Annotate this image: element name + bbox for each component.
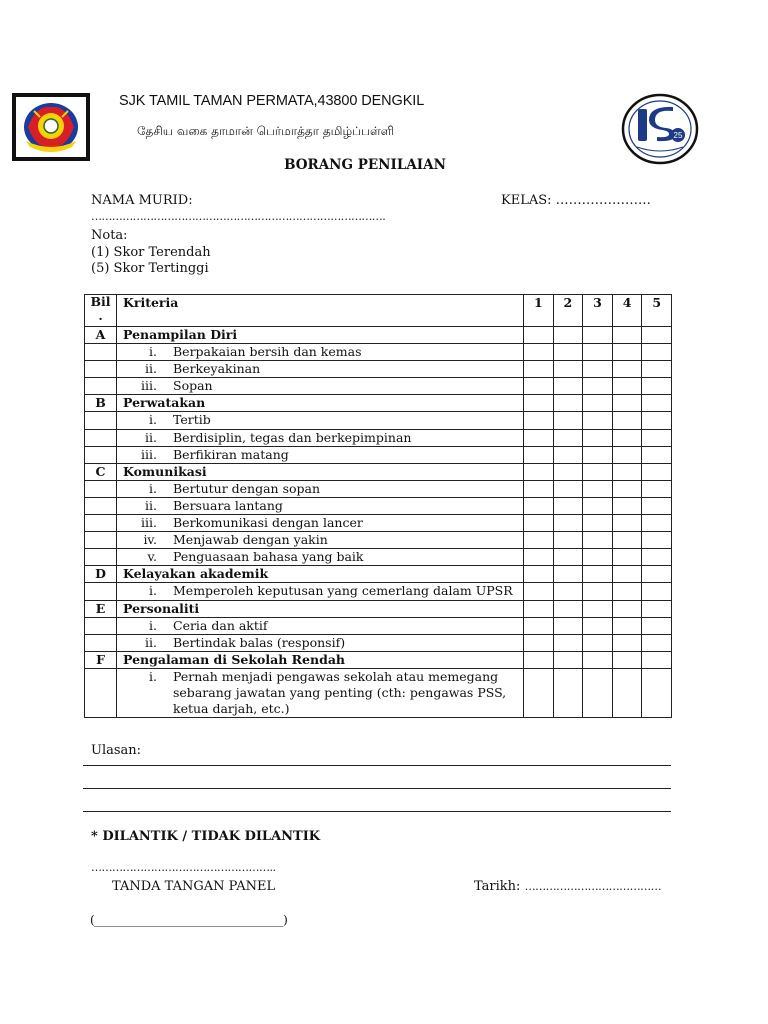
ulasan-line[interactable] (83, 811, 671, 812)
score-cell-2 (553, 566, 583, 583)
score-cell-2[interactable] (553, 412, 583, 429)
item-number: i. (149, 617, 157, 633)
item-number: i. (149, 480, 157, 496)
criteria-row (85, 497, 672, 514)
bil-cell (85, 668, 117, 717)
score-cell-3[interactable] (583, 634, 613, 651)
item-number: iii. (141, 378, 157, 394)
section-title: Pengalaman di Sekolah Rendah (117, 651, 524, 668)
score-cell-3[interactable] (583, 412, 613, 429)
school-crest-logo (12, 93, 90, 161)
note-lowest-score: (1) Skor Terendah (91, 244, 211, 260)
score-cell-1[interactable] (524, 668, 554, 717)
item-number: ii. (145, 361, 157, 377)
bil-cell (85, 361, 117, 378)
bil-cell (85, 549, 117, 566)
bil-cell (85, 532, 117, 549)
score-cell-1 (524, 327, 554, 344)
score-cell-1[interactable] (524, 446, 554, 463)
ulasan-line[interactable] (83, 788, 671, 789)
item-number: i. (149, 668, 157, 684)
bil-header (85, 295, 117, 327)
score-cell-4[interactable] (612, 412, 642, 429)
bil-cell: C (85, 463, 117, 480)
score-cell-1[interactable] (524, 344, 554, 361)
bil-cell: E (85, 600, 117, 617)
score-header-4: 4 (612, 295, 642, 327)
score-cell-3[interactable] (583, 429, 613, 446)
score-cell-5[interactable] (642, 378, 672, 395)
appointment-decision: * DILANTIK / TIDAK DILANTIK (91, 829, 321, 844)
criteria-cell (117, 497, 524, 514)
score-cell-2[interactable] (553, 583, 583, 600)
item-number: iv. (143, 532, 157, 548)
panel-name-brackets: (___________________________________) (90, 913, 288, 927)
criteria-row (85, 532, 672, 549)
score-cell-3[interactable] (583, 668, 613, 717)
note (91, 228, 211, 278)
score-cell-1[interactable] (524, 634, 554, 651)
section-row (85, 600, 672, 617)
score-cell-1[interactable] (524, 532, 554, 549)
score-cell-2 (553, 327, 583, 344)
score-cell-3[interactable] (583, 378, 613, 395)
student-name-line: …………………………………………………………………………. (91, 210, 386, 223)
score-cell-1 (524, 651, 554, 668)
section-row (85, 395, 672, 412)
item-text: Ceria dan aktif (173, 617, 268, 633)
section-row (85, 651, 672, 668)
item-text: Berfikiran matang (173, 446, 289, 462)
score-cell-3[interactable] (583, 549, 613, 566)
score-cell-1 (524, 463, 554, 480)
score-cell-1[interactable] (524, 583, 554, 600)
score-cell-2[interactable] (553, 480, 583, 497)
section-title: Kelayakan akademik (117, 566, 524, 583)
score-cell-4[interactable] (612, 549, 642, 566)
student-name-label: NAMA MURID: (91, 193, 193, 208)
score-cell-3[interactable] (583, 361, 613, 378)
item-number: ii. (145, 634, 157, 650)
item-text: Tertib (173, 412, 211, 428)
score-cell-3 (583, 463, 613, 480)
section-title: Personaliti (117, 600, 524, 617)
date-line: ………………………………… (524, 880, 662, 893)
criteria-cell (117, 412, 524, 429)
bil-cell (85, 617, 117, 634)
bil-cell (85, 429, 117, 446)
bil-cell: D (85, 566, 117, 583)
criteria-cell (117, 532, 524, 549)
score-cell-4[interactable] (612, 446, 642, 463)
criteria-cell (117, 378, 524, 395)
item-number: iii. (141, 446, 157, 462)
score-cell-5[interactable] (642, 497, 672, 514)
bil-header-dot: . (98, 308, 103, 323)
score-cell-2[interactable] (553, 532, 583, 549)
score-cell-2[interactable] (553, 446, 583, 463)
criteria-row (85, 446, 672, 463)
bil-cell (85, 497, 117, 514)
criteria-row (85, 668, 672, 717)
score-cell-2 (553, 395, 583, 412)
item-text: Bersuara lantang (173, 497, 283, 513)
item-text: Berkomunikasi dengan lancer (173, 515, 363, 531)
score-cell-1[interactable] (524, 412, 554, 429)
bil-cell (85, 480, 117, 497)
score-header-2: 2 (553, 295, 583, 327)
bil-cell (85, 344, 117, 361)
score-header-5: 5 (642, 295, 672, 327)
criteria-row (85, 634, 672, 651)
date-label: Tarikh: (474, 879, 521, 894)
note-title: Nota: (91, 228, 128, 243)
bil-cell: B (85, 395, 117, 412)
criteria-cell (117, 668, 524, 717)
score-cell-3 (583, 600, 613, 617)
section-title: Perwatakan (117, 395, 524, 412)
section-title: Penampilan Diri (117, 327, 524, 344)
score-header-1: 1 (524, 295, 554, 327)
score-cell-4 (612, 327, 642, 344)
score-cell-3[interactable] (583, 617, 613, 634)
section-title: Komunikasi (117, 463, 524, 480)
ulasan-line[interactable] (83, 765, 671, 766)
class-label: KELAS: (501, 193, 552, 208)
score-cell-5[interactable] (642, 532, 672, 549)
score-cell-5[interactable] (642, 361, 672, 378)
score-cell-4[interactable] (612, 480, 642, 497)
score-cell-4 (612, 463, 642, 480)
bil-cell (85, 412, 117, 429)
item-text: Menjawab dengan yakin (173, 532, 328, 548)
score-cell-2[interactable] (553, 634, 583, 651)
score-cell-5 (642, 327, 672, 344)
score-cell-1[interactable] (524, 617, 554, 634)
score-cell-1[interactable] (524, 515, 554, 532)
bil-cell (85, 378, 117, 395)
score-cell-4[interactable] (612, 617, 642, 634)
score-cell-4[interactable] (612, 515, 642, 532)
bil-cell (85, 515, 117, 532)
criteria-cell (117, 361, 524, 378)
score-cell-4[interactable] (612, 668, 642, 717)
score-cell-5[interactable] (642, 549, 672, 566)
score-cell-2[interactable] (553, 497, 583, 514)
score-cell-5[interactable] (642, 583, 672, 600)
signature-label: TANDA TANGAN PANEL (112, 879, 276, 894)
score-cell-2 (553, 651, 583, 668)
score-cell-5 (642, 463, 672, 480)
class-line: …………………. (555, 193, 651, 208)
criteria-cell (117, 515, 524, 532)
criteria-cell (117, 429, 524, 446)
item-text: Berdisiplin, tegas dan berkepimpinan (173, 429, 412, 445)
bil-cell: A (85, 327, 117, 344)
bil-cell (85, 446, 117, 463)
score-cell-1[interactable] (524, 361, 554, 378)
item-text: Penguasaan bahasa yang baik (173, 549, 364, 565)
score-cell-1 (524, 395, 554, 412)
criteria-row (85, 412, 672, 429)
criteria-row (85, 617, 672, 634)
score-cell-1[interactable] (524, 497, 554, 514)
score-cell-4[interactable] (612, 361, 642, 378)
section-row (85, 327, 672, 344)
score-cell-2 (553, 600, 583, 617)
criteria-cell (117, 583, 524, 600)
item-number: ii. (145, 429, 157, 445)
criteria-table-body (85, 327, 672, 718)
note-highest-score: (5) Skor Tertinggi (91, 261, 209, 276)
emblem-number: 25 (673, 131, 683, 140)
score-cell-2 (553, 463, 583, 480)
criteria-cell (117, 549, 524, 566)
score-cell-1[interactable] (524, 378, 554, 395)
score-cell-5 (642, 651, 672, 668)
item-number: ii. (145, 497, 157, 513)
score-cell-4 (612, 600, 642, 617)
criteria-row (85, 361, 672, 378)
score-cell-5[interactable] (642, 344, 672, 361)
bil-header-label: Bil (90, 294, 111, 309)
score-cell-4[interactable] (612, 634, 642, 651)
score-cell-5[interactable] (642, 429, 672, 446)
score-cell-3[interactable] (583, 446, 613, 463)
criteria-row (85, 549, 672, 566)
bil-cell (85, 583, 117, 600)
school-name-tamil: தேசிய வகை தாமான் பெர்மாத்தா தமிழ்ப்பள்ளி (137, 124, 395, 138)
score-cell-3[interactable] (583, 583, 613, 600)
score-cell-5[interactable] (642, 480, 672, 497)
score-cell-5[interactable] (642, 668, 672, 717)
score-cell-4 (612, 395, 642, 412)
item-text: Memperoleh keputusan yang cemerlang dalam UPSR (173, 583, 513, 599)
score-cell-5[interactable] (642, 515, 672, 532)
score-cell-5 (642, 395, 672, 412)
score-cell-3 (583, 395, 613, 412)
bil-cell (85, 634, 117, 651)
criteria-row (85, 480, 672, 497)
score-cell-3[interactable] (583, 497, 613, 514)
criteria-cell (117, 617, 524, 634)
criteria-table (84, 294, 672, 718)
score-cell-2[interactable] (553, 515, 583, 532)
score-cell-3[interactable] (583, 532, 613, 549)
score-cell-4 (612, 566, 642, 583)
score-cell-3 (583, 651, 613, 668)
item-number: v. (147, 549, 157, 565)
item-number: i. (149, 412, 157, 428)
score-cell-5 (642, 600, 672, 617)
criteria-row (85, 515, 672, 532)
score-cell-4[interactable] (612, 583, 642, 600)
school-name: SJK TAMIL TAMAN PERMATA,43800 DENGKIL (119, 93, 425, 109)
score-cell-5[interactable] (642, 617, 672, 634)
score-cell-1[interactable] (524, 549, 554, 566)
score-cell-3[interactable] (583, 344, 613, 361)
item-text: Berpakaian bersih dan kemas (173, 344, 362, 360)
signature-line: …………………………………………….. (91, 861, 276, 874)
score-cell-2[interactable] (553, 668, 583, 717)
score-cell-2[interactable] (553, 549, 583, 566)
score-cell-4[interactable] (612, 429, 642, 446)
section-row (85, 463, 672, 480)
score-cell-3 (583, 327, 613, 344)
criteria-row (85, 344, 672, 361)
score-cell-2[interactable] (553, 344, 583, 361)
score-cell-2[interactable] (553, 378, 583, 395)
form-title: BORANG PENILAIAN (284, 157, 446, 173)
score-cell-2[interactable] (553, 617, 583, 634)
criteria-row (85, 429, 672, 446)
score-cell-4[interactable] (612, 497, 642, 514)
bil-cell: F (85, 651, 117, 668)
criteria-row (85, 583, 672, 600)
criteria-cell (117, 634, 524, 651)
score-cell-3[interactable] (583, 515, 613, 532)
item-number: iii. (141, 515, 157, 531)
score-cell-4[interactable] (612, 344, 642, 361)
score-cell-2[interactable] (553, 429, 583, 446)
kriteria-header: Kriteria (117, 295, 524, 327)
score-cell-3 (583, 566, 613, 583)
score-cell-4[interactable] (612, 532, 642, 549)
score-cell-1 (524, 566, 554, 583)
criteria-cell (117, 446, 524, 463)
score-cell-5 (642, 566, 672, 583)
date-field (474, 879, 661, 894)
score-cell-1[interactable] (524, 429, 554, 446)
item-text: Berkeyakinan (173, 361, 261, 377)
item-number: i. (149, 344, 157, 360)
section-row (85, 566, 672, 583)
score-cell-1 (524, 600, 554, 617)
class-field (501, 193, 651, 208)
item-text: Bertindak balas (responsif) (173, 634, 346, 650)
score-cell-3[interactable] (583, 480, 613, 497)
criteria-row (85, 378, 672, 395)
item-text: Bertutur dengan sopan (173, 480, 321, 496)
score-cell-5[interactable] (642, 446, 672, 463)
score-cell-5[interactable] (642, 634, 672, 651)
item-number: i. (149, 583, 157, 599)
item-text: Sopan (173, 378, 213, 394)
is-25-emblem-logo (621, 93, 699, 165)
item-text: Pernah menjadi pengawas sekolah atau memegang sebarang jawatan yang penting (cth: pengawas PSS, ketua darjah, etc.) (173, 668, 507, 716)
score-cell-4[interactable] (612, 378, 642, 395)
ulasan-label: Ulasan: (91, 743, 142, 758)
criteria-cell (117, 344, 524, 361)
score-header-3: 3 (583, 295, 613, 327)
score-cell-2[interactable] (553, 361, 583, 378)
score-cell-4 (612, 651, 642, 668)
table-header-row (85, 295, 672, 327)
criteria-cell (117, 480, 524, 497)
score-cell-1[interactable] (524, 480, 554, 497)
score-cell-5[interactable] (642, 412, 672, 429)
